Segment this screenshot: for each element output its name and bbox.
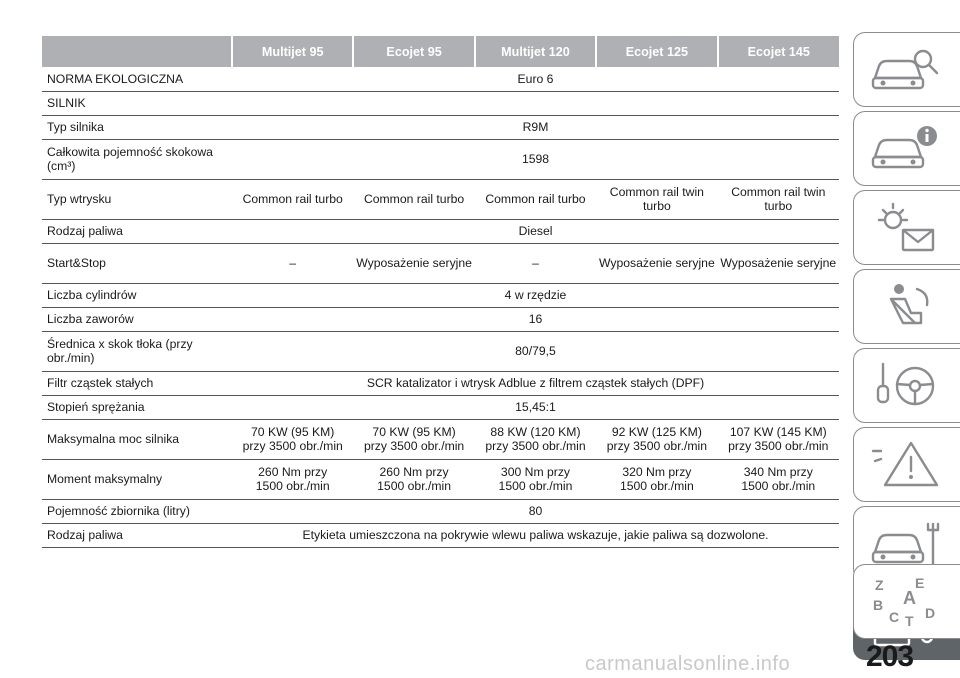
car-info-icon <box>869 121 945 177</box>
table-row <box>42 307 839 331</box>
row-value <box>475 459 596 499</box>
index-letter: C <box>889 608 900 625</box>
section-row <box>42 91 839 115</box>
row-value: Wyposażenie seryjne <box>353 243 474 283</box>
chapter-tab-emergency[interactable] <box>853 427 960 502</box>
table-row <box>42 499 839 523</box>
row-label: Rodzaj paliwa <box>42 219 232 243</box>
value-line: 320 Nm przy <box>622 464 692 479</box>
row-value: – <box>232 243 353 283</box>
row-value: 16 <box>232 307 839 331</box>
chapter-sidebar <box>853 32 960 652</box>
warning-light-message-icon <box>869 200 945 256</box>
table-row <box>42 419 839 459</box>
row-value: 4 w rzędzie <box>232 283 839 307</box>
table-row <box>42 243 839 283</box>
chapter-tab-getting-to-know[interactable] <box>853 32 960 107</box>
table-row <box>42 139 839 179</box>
value-line: 70 KW (95 KM) <box>372 424 456 439</box>
row-label: Pojemność zbiornika (litry) <box>42 499 232 523</box>
chapter-tab-safety[interactable] <box>853 269 960 344</box>
row-value: Wyposażenie seryjne <box>718 243 839 283</box>
row-label: Stopień sprężania <box>42 395 232 419</box>
engine-header-cell: Ecojet 145 <box>718 36 839 67</box>
row-label: Start&Stop <box>42 243 232 283</box>
row-label: Typ wtrysku <box>42 179 232 219</box>
key-steering-wheel-icon <box>869 358 945 414</box>
row-value <box>475 419 596 459</box>
row-value: – <box>475 243 596 283</box>
value-line: 1500 obr./min <box>498 479 573 493</box>
value-line: 260 Nm przy <box>258 464 328 479</box>
row-label: Filtr cząstek stałych <box>42 371 232 395</box>
value-line: przy 3500 obr./min <box>363 439 465 453</box>
value-line: przy 3500 obr./min <box>728 439 829 453</box>
table-row <box>42 459 839 499</box>
page-number: 203 <box>866 640 914 673</box>
row-label: Maksymalna moc silnika <box>42 419 232 459</box>
row-value: Wyposażenie seryjne <box>596 243 717 283</box>
row-label: NORMA EKOLOGICZNA <box>42 67 232 91</box>
row-value <box>596 419 717 459</box>
row-value: SCR katalizator i wtrysk Adblue z filtrem cząstek stałych (DPF) <box>232 371 839 395</box>
chapter-tab-warning-lights[interactable] <box>853 190 960 265</box>
value-line: 92 KW (125 KM) <box>611 424 702 439</box>
row-value: Common rail twin turbo <box>718 179 839 219</box>
chapter-tab-index[interactable] <box>853 564 960 639</box>
table-row <box>42 395 839 419</box>
row-value <box>232 459 353 499</box>
watermark: carmanualsonline.info <box>585 653 791 675</box>
row-value: 80 <box>232 499 839 523</box>
table-row <box>42 371 839 395</box>
table-row <box>42 523 839 547</box>
chapter-tab-starting-driving[interactable] <box>853 348 960 423</box>
value-line: przy 3500 obr./min <box>606 439 707 453</box>
index-letter: A <box>903 587 916 608</box>
index-letter: D <box>925 604 936 621</box>
row-value <box>232 419 353 459</box>
alphabetical-index-icon <box>869 574 945 630</box>
table-row <box>42 179 839 219</box>
row-label: Średnica x skok tłoka (przy obr./min) <box>42 331 232 371</box>
value-line: 260 Nm przy <box>379 464 449 479</box>
engine-header-cell: Ecojet 95 <box>353 36 474 67</box>
value-line: 107 KW (145 KM) <box>729 424 827 439</box>
value-line: 340 Nm przy <box>743 464 813 479</box>
row-value <box>718 419 839 459</box>
row-value: 1598 <box>232 139 839 179</box>
value-line: 300 Nm przy <box>500 464 571 479</box>
value-line: 88 KW (120 KM) <box>490 424 581 439</box>
engine-header-cell: Ecojet 125 <box>596 36 717 67</box>
row-value: Common rail turbo <box>232 179 353 219</box>
row-value <box>596 459 717 499</box>
row-value: Common rail turbo <box>475 179 596 219</box>
row-value <box>353 419 474 459</box>
value-line: przy 3500 obr./min <box>485 439 586 453</box>
row-value: Euro 6 <box>232 67 839 91</box>
airbag-seatbelt-icon <box>869 279 945 335</box>
row-label: Liczba zaworów <box>42 307 232 331</box>
index-letter: Z <box>875 576 884 593</box>
row-label: Moment maksymalny <box>42 459 232 499</box>
section-label: SILNIK <box>42 91 232 115</box>
value-line: 1500 obr./min <box>377 479 452 493</box>
car-warning-triangle-icon <box>869 437 945 493</box>
chapter-tab-dashboard[interactable] <box>853 111 960 186</box>
row-value: R9M <box>232 115 839 139</box>
engine-header-cell: Multijet 120 <box>475 36 596 67</box>
index-letter: T <box>905 612 914 629</box>
value-line: 1500 obr./min <box>255 479 330 493</box>
row-label: Całkowita pojemność skokowa (cm³) <box>42 139 232 179</box>
value-line: 1500 obr./min <box>619 479 694 493</box>
engine-header-cell: Multijet 95 <box>232 36 353 67</box>
table-row <box>42 331 839 371</box>
technical-data-table <box>42 36 839 548</box>
table-row <box>42 67 839 91</box>
value-line: 1500 obr./min <box>741 479 816 493</box>
row-label: Typ silnika <box>42 115 232 139</box>
table-row <box>42 283 839 307</box>
row-value: 80/79,5 <box>232 331 839 371</box>
index-letter: E <box>915 574 925 591</box>
row-value <box>718 459 839 499</box>
index-letter: B <box>873 596 884 613</box>
table-row <box>42 219 839 243</box>
row-value: 15,45:1 <box>232 395 839 419</box>
row-label: Liczba cylindrów <box>42 283 232 307</box>
row-value: Etykieta umieszczona na pokrywie wlewu paliwa wskazuje, jakie paliwa są dozwolone. <box>232 523 839 547</box>
car-search-icon <box>869 42 945 98</box>
row-value: Diesel <box>232 219 839 243</box>
value-line: 70 KW (95 KM) <box>251 424 335 439</box>
row-label: Rodzaj paliwa <box>42 523 232 547</box>
row-value: Common rail twin turbo <box>596 179 717 219</box>
row-value <box>353 459 474 499</box>
table-row <box>42 115 839 139</box>
value-line: przy 3500 obr./min <box>242 439 343 453</box>
engine-header-row <box>42 36 839 67</box>
empty-cell <box>232 91 839 115</box>
row-value: Common rail turbo <box>353 179 474 219</box>
header-corner-cell <box>42 36 232 67</box>
